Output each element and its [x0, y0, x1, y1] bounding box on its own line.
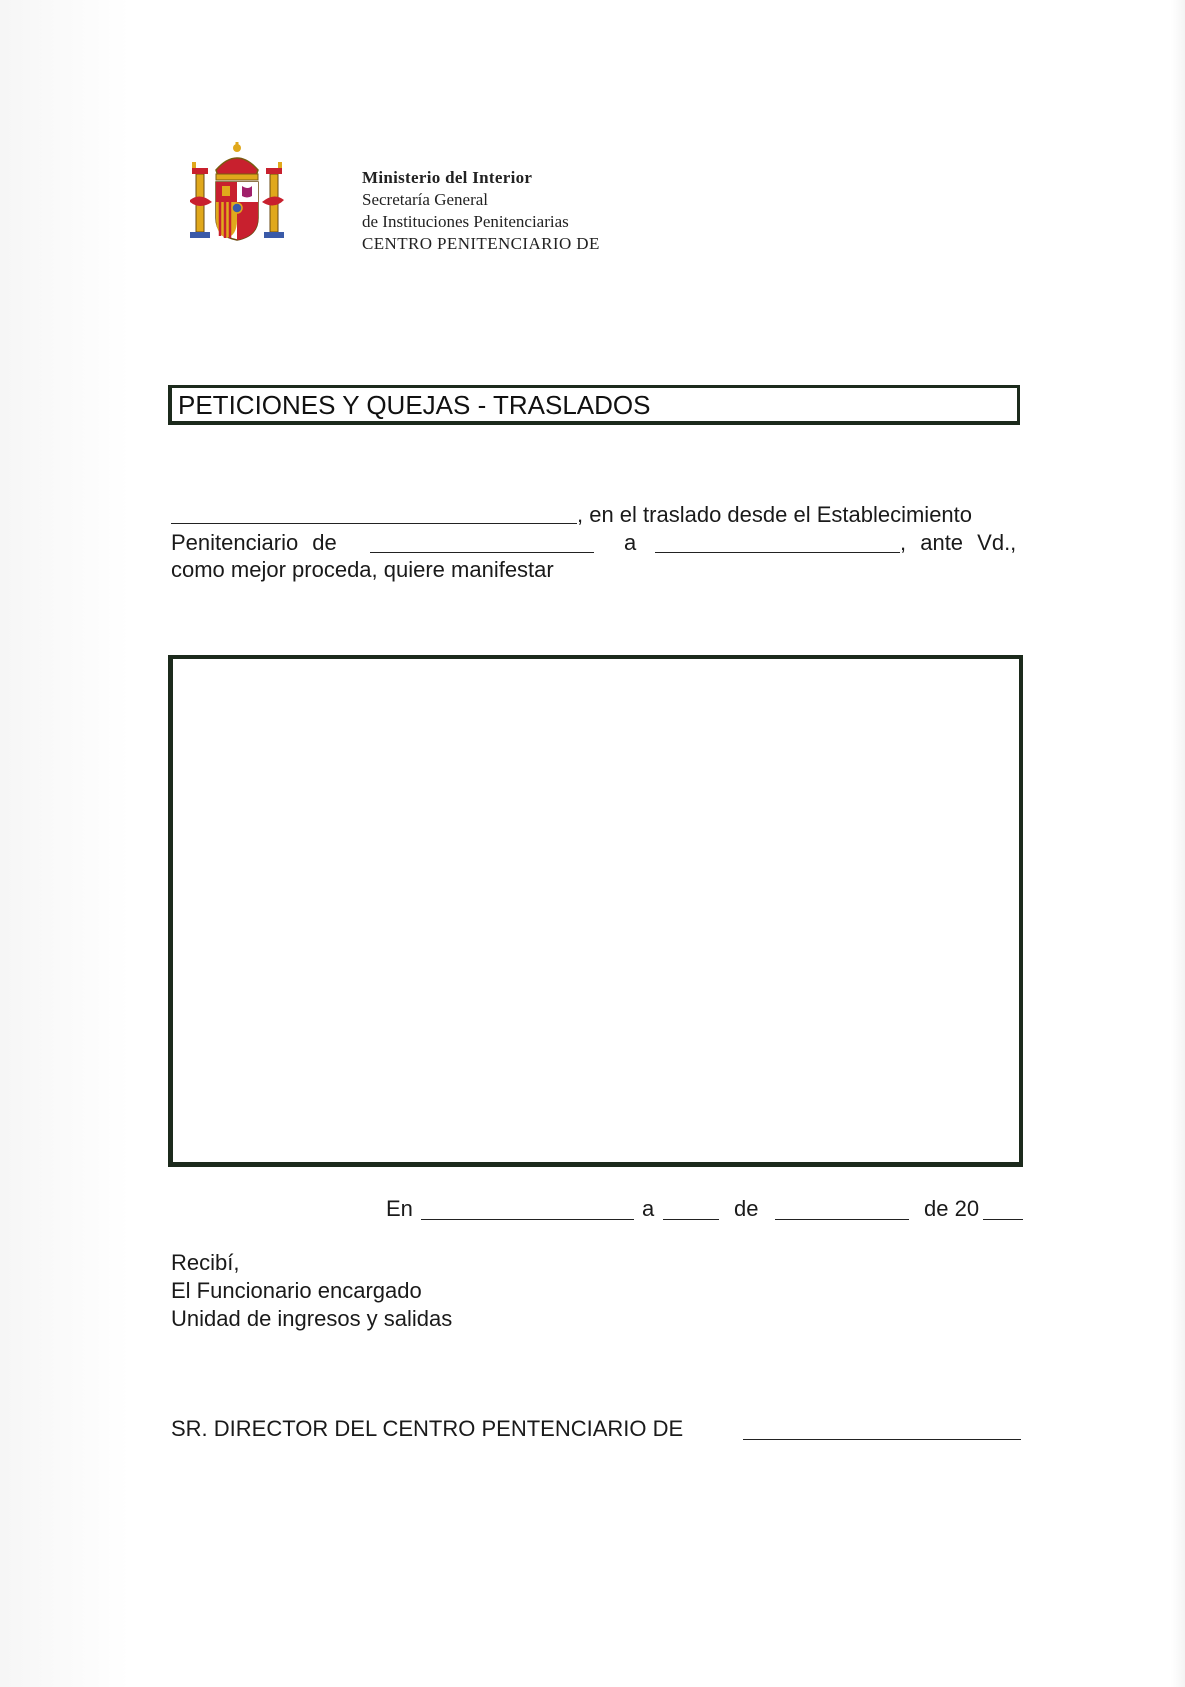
- statement-textarea[interactable]: [168, 655, 1023, 1167]
- scan-shadow: [0, 0, 130, 1687]
- ministry-name: Ministerio del Interior: [362, 168, 533, 187]
- coat-of-arms-icon: [186, 140, 288, 248]
- date-a-label: a: [642, 1196, 655, 1221]
- inmate-name-field[interactable]: [171, 523, 577, 524]
- date-day-field[interactable]: [663, 1219, 719, 1220]
- paragraph-line-2-label: Penitenciario de: [171, 530, 337, 555]
- addressee: SR. DIRECTOR DEL CENTRO PENTENCIARIO DE: [171, 1416, 684, 1441]
- institution-name: de Instituciones Penitenciarias: [362, 212, 569, 231]
- paragraph-line-1: , en el traslado desde el Establecimiento: [577, 502, 973, 527]
- date-year-field[interactable]: [983, 1219, 1023, 1220]
- paragraph-line-2-a: a: [624, 530, 637, 555]
- addressee-center-field[interactable]: [743, 1439, 1021, 1440]
- secretary-name: Secretaría General: [362, 190, 488, 209]
- paragraph-line-2-suffix: , ante Vd.,: [900, 530, 1017, 555]
- date-place-field[interactable]: [421, 1219, 634, 1220]
- receipt-line-1: Recibí,: [171, 1250, 240, 1275]
- destination-prison-field[interactable]: [655, 552, 900, 553]
- form-title: [168, 385, 1020, 425]
- date-de-label: de: [734, 1196, 759, 1221]
- origin-prison-field[interactable]: [370, 552, 594, 553]
- center-name: CENTRO PENITENCIARIO DE: [362, 234, 600, 253]
- receipt-line-3: Unidad de ingresos y salidas: [171, 1306, 453, 1331]
- scan-shadow-right: [1171, 0, 1185, 1687]
- receipt-line-2: El Funcionario encargado: [171, 1278, 422, 1303]
- form-title-text: PETICIONES Y QUEJAS - TRASLADOS: [178, 390, 651, 420]
- paragraph-line-3: como mejor proceda, quiere manifestar: [171, 557, 554, 582]
- date-month-field[interactable]: [775, 1219, 909, 1220]
- date-year-label: de 20: [924, 1196, 980, 1221]
- ministry-header: [362, 167, 600, 255]
- date-en-label: En: [386, 1196, 413, 1221]
